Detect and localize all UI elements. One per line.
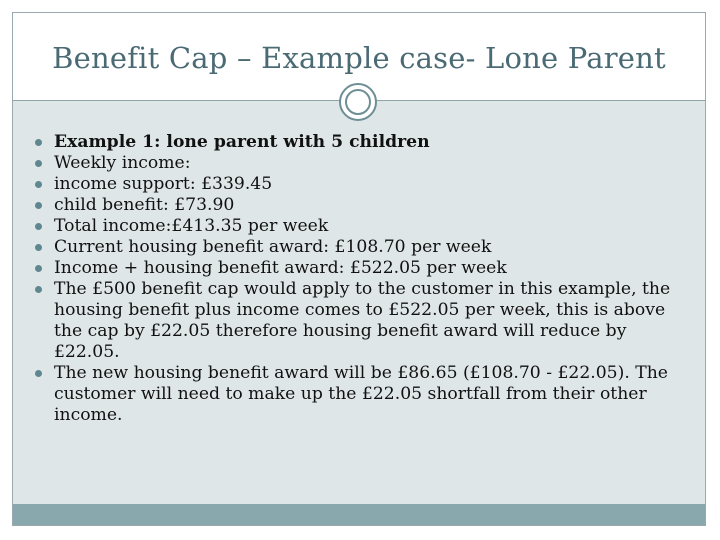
bullet-text: Total income:£413.35 per week	[54, 216, 329, 236]
bullet-text: The new housing benefit award will be £86.65 (£108.70 - £22.05). The customer will need to make up the £22.05 shortfall from their other income.	[54, 363, 668, 425]
bullet-icon	[35, 223, 42, 230]
bullet-text: child benefit: £73.90	[54, 195, 235, 215]
slide-content	[13, 101, 705, 504]
bullet-icon	[35, 286, 42, 293]
bullet-icon	[35, 181, 42, 188]
list-item	[35, 258, 685, 279]
bullet-icon	[35, 160, 42, 167]
bullet-text: Example 1: lone parent with 5 children	[54, 132, 430, 152]
bullet-text: Weekly income:	[54, 153, 191, 173]
list-item	[35, 363, 685, 426]
bullet-text: Income + housing benefit award: £522.05 per week	[54, 258, 507, 278]
bullet-icon	[35, 202, 42, 209]
list-item	[35, 174, 685, 195]
list-item	[35, 132, 685, 153]
bullet-text: The £500 benefit cap would apply to the customer in this example, the housing benefit plus income comes to £522.05 per week, this is above the cap by £22.05 therefore housing benefit award will reduce by £22.05.	[54, 279, 671, 362]
bullet-icon	[35, 244, 42, 251]
circle-ornament-inner	[345, 89, 371, 115]
slide-frame	[12, 12, 706, 526]
bullet-icon	[35, 370, 42, 377]
list-item	[35, 195, 685, 216]
list-item	[35, 279, 685, 363]
list-item	[35, 237, 685, 258]
bullet-list	[35, 132, 685, 426]
bullet-text: income support: £339.45	[54, 174, 273, 194]
bullet-icon	[35, 265, 42, 272]
bullet-icon	[35, 139, 42, 146]
bullet-text: Current housing benefit award: £108.70 per week	[54, 237, 492, 257]
footer-bar	[13, 504, 705, 525]
circle-ornament-icon	[339, 83, 377, 121]
list-item	[35, 153, 685, 174]
list-item	[35, 216, 685, 237]
slide-title: Benefit Cap – Example case- Lone Parent	[52, 41, 666, 75]
